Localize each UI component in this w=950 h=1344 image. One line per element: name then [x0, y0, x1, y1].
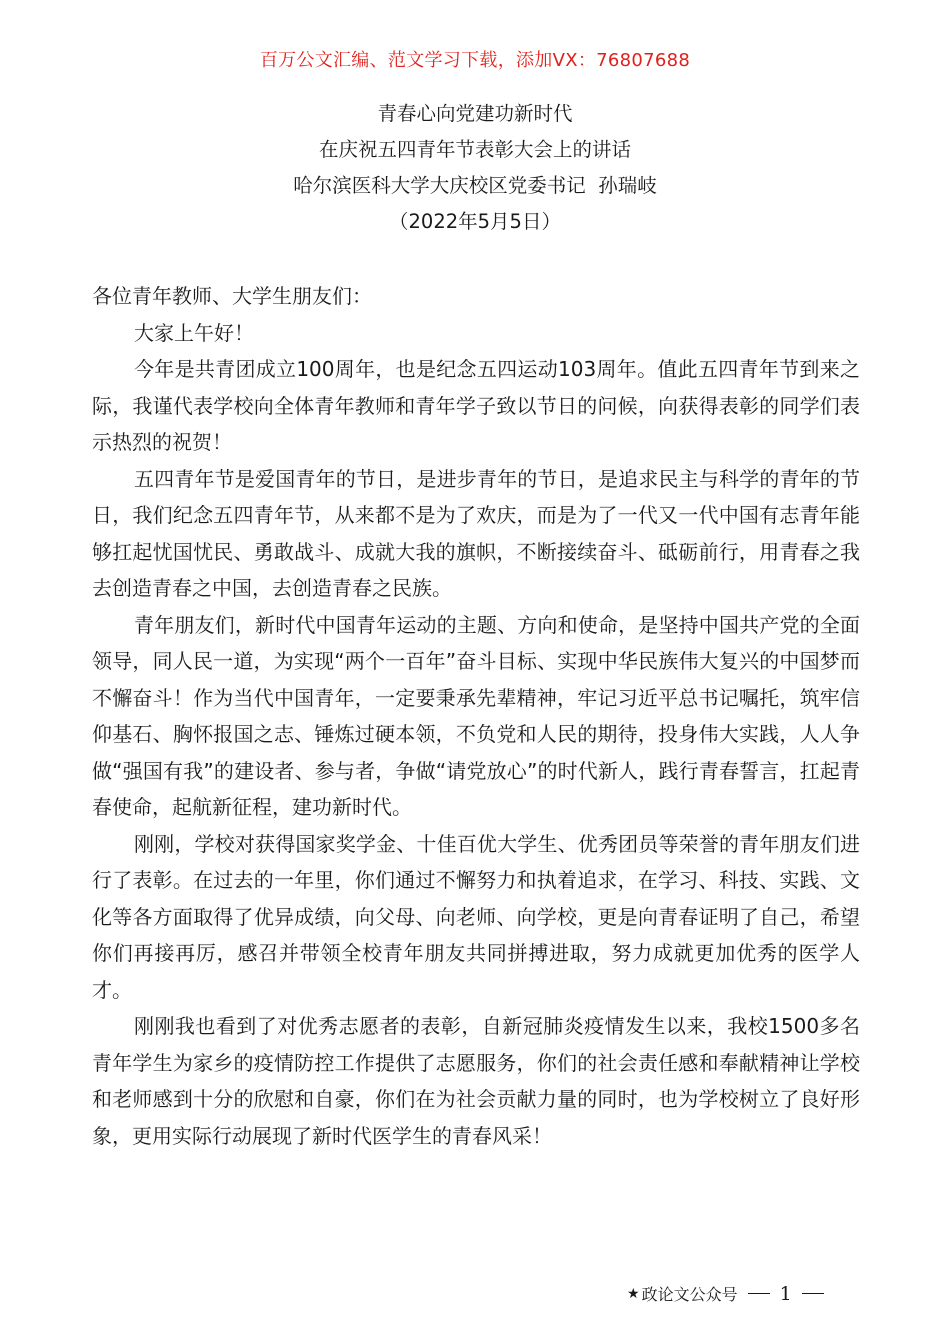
document-subtitle: 在庆祝五四青年节表彰大会上的讲话 [318, 138, 631, 161]
paragraph: 刚刚，学校对获得国家奖学金、十佳百优大学生、优秀团员等荣誉的青年朋友们进行了表彰。在过去的一年里，你们通过不懈努力和执着追求，在学习、科技、实践、文化等各方面取得了优异成绩，向父母、向老师、向学校，更是向青春证明了自己，希望你们再接再厉，感召并带领全校青年朋友共同拼搏进取，努力成就更加优秀的医学人才。 [92, 831, 860, 1002]
paragraph: 青年朋友们，新时代中国青年运动的主题、方向和使命，是坚持中国共产党的全面领导，同人民一道，为实现“两个一百年”奋斗目标、实现中华民族伟大复兴的中国梦而不懈奋斗！作为当代中国青年，一定要秉承先辈精神，牢记习近平总书记嘱托，筑牢信仰基石、胸怀报国之志、锤炼过硬本领，不负党和人民的期待，投身伟大实践，人人争做“强国有我”的建设者、参与者，争做“请党放心”的时代新人，践行青春誓言，扛起青春使命，起航新征程，建功新时代。 [92, 612, 860, 819]
page-footer [627, 1282, 824, 1305]
paragraph: 今年是共青团成立100周年，也是纪念五四运动103周年。值此五四青年节到来之际，我谨代表学校向全体青年教师和青年学子致以节日的问候，向获得表彰的同学们表示热烈的祝贺！ [92, 357, 860, 454]
date-line: （2022年5月5日） [389, 210, 561, 233]
page-number: 1 [779, 1282, 792, 1305]
paragraph: 刚刚我也看到了对优秀志愿者的表彰，自新冠肺炎疫情发生以来，我校1500多名青年学生为家乡的疫情防控工作提供了志愿服务，你们的社会责任感和奉献精神让学校和老师感到十分的欣慰和自豪，你们在为社会贡献力量的同时，也为学校树立了良好形象，更用实际行动展现了新时代医学生的青春风采！ [92, 1014, 860, 1148]
paragraph: 五四青年节是爱国青年的节日，是进步青年的节日，是追求民主与科学的青年的节日，我们纪念五四青年节，从来都不是为了欢庆，而是为了一代又一代中国有志青年能够扛起忧国忧民、勇敢战斗、成就大我的旗帜，不断接续奋斗、砥砺前行，用青春之我去创造青春之中国，去创造青春之民族。 [92, 466, 860, 600]
greeting: 大家上午好！ [134, 320, 254, 345]
watermark-text: 百万公文汇编、范文学习下载，添加VX：76807688 [259, 50, 691, 71]
document-title: 青春心向党建功新时代 [377, 102, 573, 125]
footer-source: 政论文公众号 [641, 1285, 738, 1304]
salutation: 各位青年教师、大学生朋友们： [92, 284, 372, 308]
dash-divider [748, 1293, 770, 1294]
speech-body [92, 278, 860, 1154]
star-icon: ★ [627, 1285, 640, 1302]
speaker-line: 哈尔滨医科大学大庆校区党委书记 孙瑞岐 [293, 174, 657, 197]
dash-divider [802, 1293, 824, 1294]
